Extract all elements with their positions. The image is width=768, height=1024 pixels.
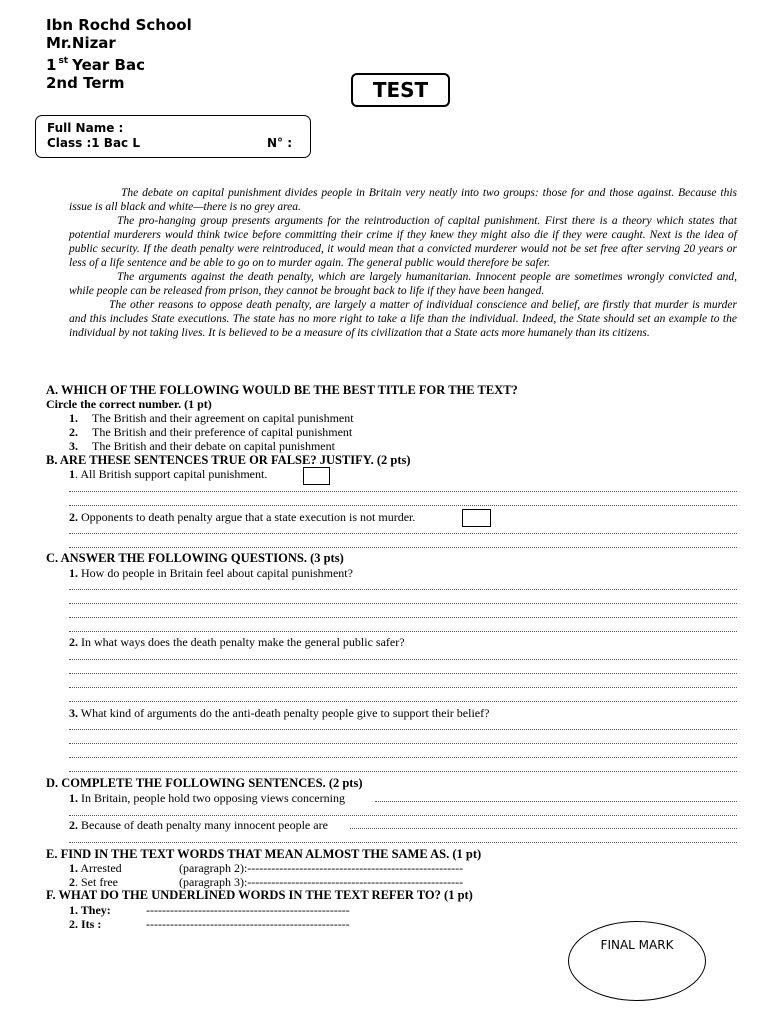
answer-line[interactable] xyxy=(69,757,737,760)
vocab-word-1: 1. Arrested xyxy=(69,861,122,875)
vocab-word-2: 2. Set free xyxy=(69,875,118,889)
full-name-field[interactable]: Full Name : xyxy=(47,121,124,135)
sentence-d1: 1. In Britain, people hold two opposing views concerning xyxy=(69,791,345,805)
answer-line[interactable] xyxy=(69,617,737,620)
school-name: Ibn Rochd School xyxy=(46,16,192,34)
answer-line[interactable] xyxy=(69,547,737,550)
true-false-box-2[interactable] xyxy=(462,509,491,527)
student-info-box xyxy=(35,115,311,158)
class-row xyxy=(47,136,310,151)
paragraph-1: The debate on capital punishment divides people in Britain very neatly into two groups: those for and those against. Because this issue is all black and white—there is no grey area. xyxy=(69,187,737,213)
answer-line[interactable] xyxy=(69,589,737,592)
section-e-heading: E. FIND IN THE TEXT WORDS THAT MEAN ALMOST THE SAME AS. (1 pt) xyxy=(46,847,482,861)
question-c3: 3. What kind of arguments do the anti-death penalty people give to support their belief? xyxy=(69,706,490,720)
answer-line[interactable] xyxy=(69,673,737,676)
final-mark-oval: FINAL MARK xyxy=(568,921,706,1001)
answer-line[interactable] xyxy=(69,631,737,634)
paragraph-2: The pro-hanging group presents arguments for the reintroduction of capital punishment. First there is a theory which states that potential murderers would think twice before committing their crime if they knew they might also die if they were caught. Next is the idea of public security. If the death penalty were reintroduced, it would mean that a convicted murderer would not be set free after serving 20 years or less of a life sentence and be able to go on to murder again. The general public would therefore be safer. xyxy=(69,215,737,269)
option-2[interactable]: 2. The British and their preference of capital punishment xyxy=(69,425,353,439)
section-b-heading: B. ARE THESE SENTENCES TRUE OR FALSE? JUSTIFY. (2 pts) xyxy=(46,453,411,467)
option-3[interactable]: 3. The British and their debate on capital punishment xyxy=(69,439,335,453)
question-c2: 2. In what ways does the death penalty make the general public safer? xyxy=(69,635,405,649)
teacher-name: Mr.Nizar xyxy=(46,34,116,52)
vocab-answer-2[interactable]: (paragraph 3):------------------------------------------------------ xyxy=(179,875,464,889)
answer-line[interactable] xyxy=(69,533,737,536)
section-a-instruction: Circle the correct number. (1 pt) xyxy=(46,397,212,411)
answer-line[interactable] xyxy=(69,729,737,732)
answer-line[interactable] xyxy=(69,491,737,494)
reference-answer-2[interactable]: --------------------------------------------------- xyxy=(146,917,350,931)
answer-line[interactable] xyxy=(69,659,737,662)
reference-label-1: 1. They: xyxy=(69,903,111,917)
answer-line[interactable] xyxy=(350,828,737,831)
vocab-answer-1[interactable]: (paragraph 2):------------------------------------------------------ xyxy=(179,861,464,875)
answer-line[interactable] xyxy=(69,842,737,845)
answer-line[interactable] xyxy=(69,687,737,690)
option-1[interactable]: 1. The British and their agreement on capital punishment xyxy=(69,411,354,425)
answer-line[interactable] xyxy=(69,505,737,508)
section-f-heading: F. WHAT DO THE UNDERLINED WORDS IN THE TEXT REFER TO? (1 pt) xyxy=(46,888,473,902)
term-label: 2nd Term xyxy=(46,74,125,92)
section-c-heading: C. ANSWER THE FOLLOWING QUESTIONS. (3 pts) xyxy=(46,551,344,565)
answer-line[interactable] xyxy=(375,801,737,804)
year-label: 1 $^{st}$ Year Bac xyxy=(46,56,145,74)
tf-statement-2: 2. Opponents to death penalty argue that a state execution is not murder. xyxy=(69,510,416,524)
section-d-heading: D. COMPLETE THE FOLLOWING SENTENCES. (2 pts) xyxy=(46,776,363,790)
answer-line[interactable] xyxy=(69,743,737,746)
school-header xyxy=(46,16,192,92)
class-label: Class :1 Bac L xyxy=(47,136,140,150)
number-field[interactable]: N° : xyxy=(267,136,293,150)
answer-line[interactable] xyxy=(69,701,737,704)
reference-answer-1[interactable]: --------------------------------------------------- xyxy=(146,903,350,917)
paragraph-3: The arguments against the death penalty, which are largely humanitarian. Innocent people are sometimes wrongly convicted and, while people can be released from prison, they cannot be brought back to life if they have been hanged. xyxy=(69,271,737,297)
question-c1: 1. How do people in Britain feel about capital punishment? xyxy=(69,566,353,580)
reference-label-2: 2. Its : xyxy=(69,917,102,931)
sentence-d2: 2. Because of death penalty many innocent people are xyxy=(69,818,328,832)
section-a-heading: A. WHICH OF THE FOLLOWING WOULD BE THE BEST TITLE FOR THE TEXT? xyxy=(46,383,518,397)
paragraph-4: The other reasons to oppose death penalty, are largely a matter of individual conscience and belief, are firstly that murder is murder and this includes State executions. The state has no more right to take a life than the individual. Indeed, the State should set an example to the individual by not taking lives. It is believed to be a measure of its civilization that a State acts more humanely than its citizens. xyxy=(69,299,737,339)
test-title: TEST xyxy=(351,73,450,107)
true-false-box-1[interactable] xyxy=(303,467,330,485)
answer-line[interactable] xyxy=(69,771,737,774)
tf-statement-1: 1. All British support capital punishment. xyxy=(69,467,268,481)
reading-passage xyxy=(69,186,737,340)
answer-line[interactable] xyxy=(69,603,737,606)
